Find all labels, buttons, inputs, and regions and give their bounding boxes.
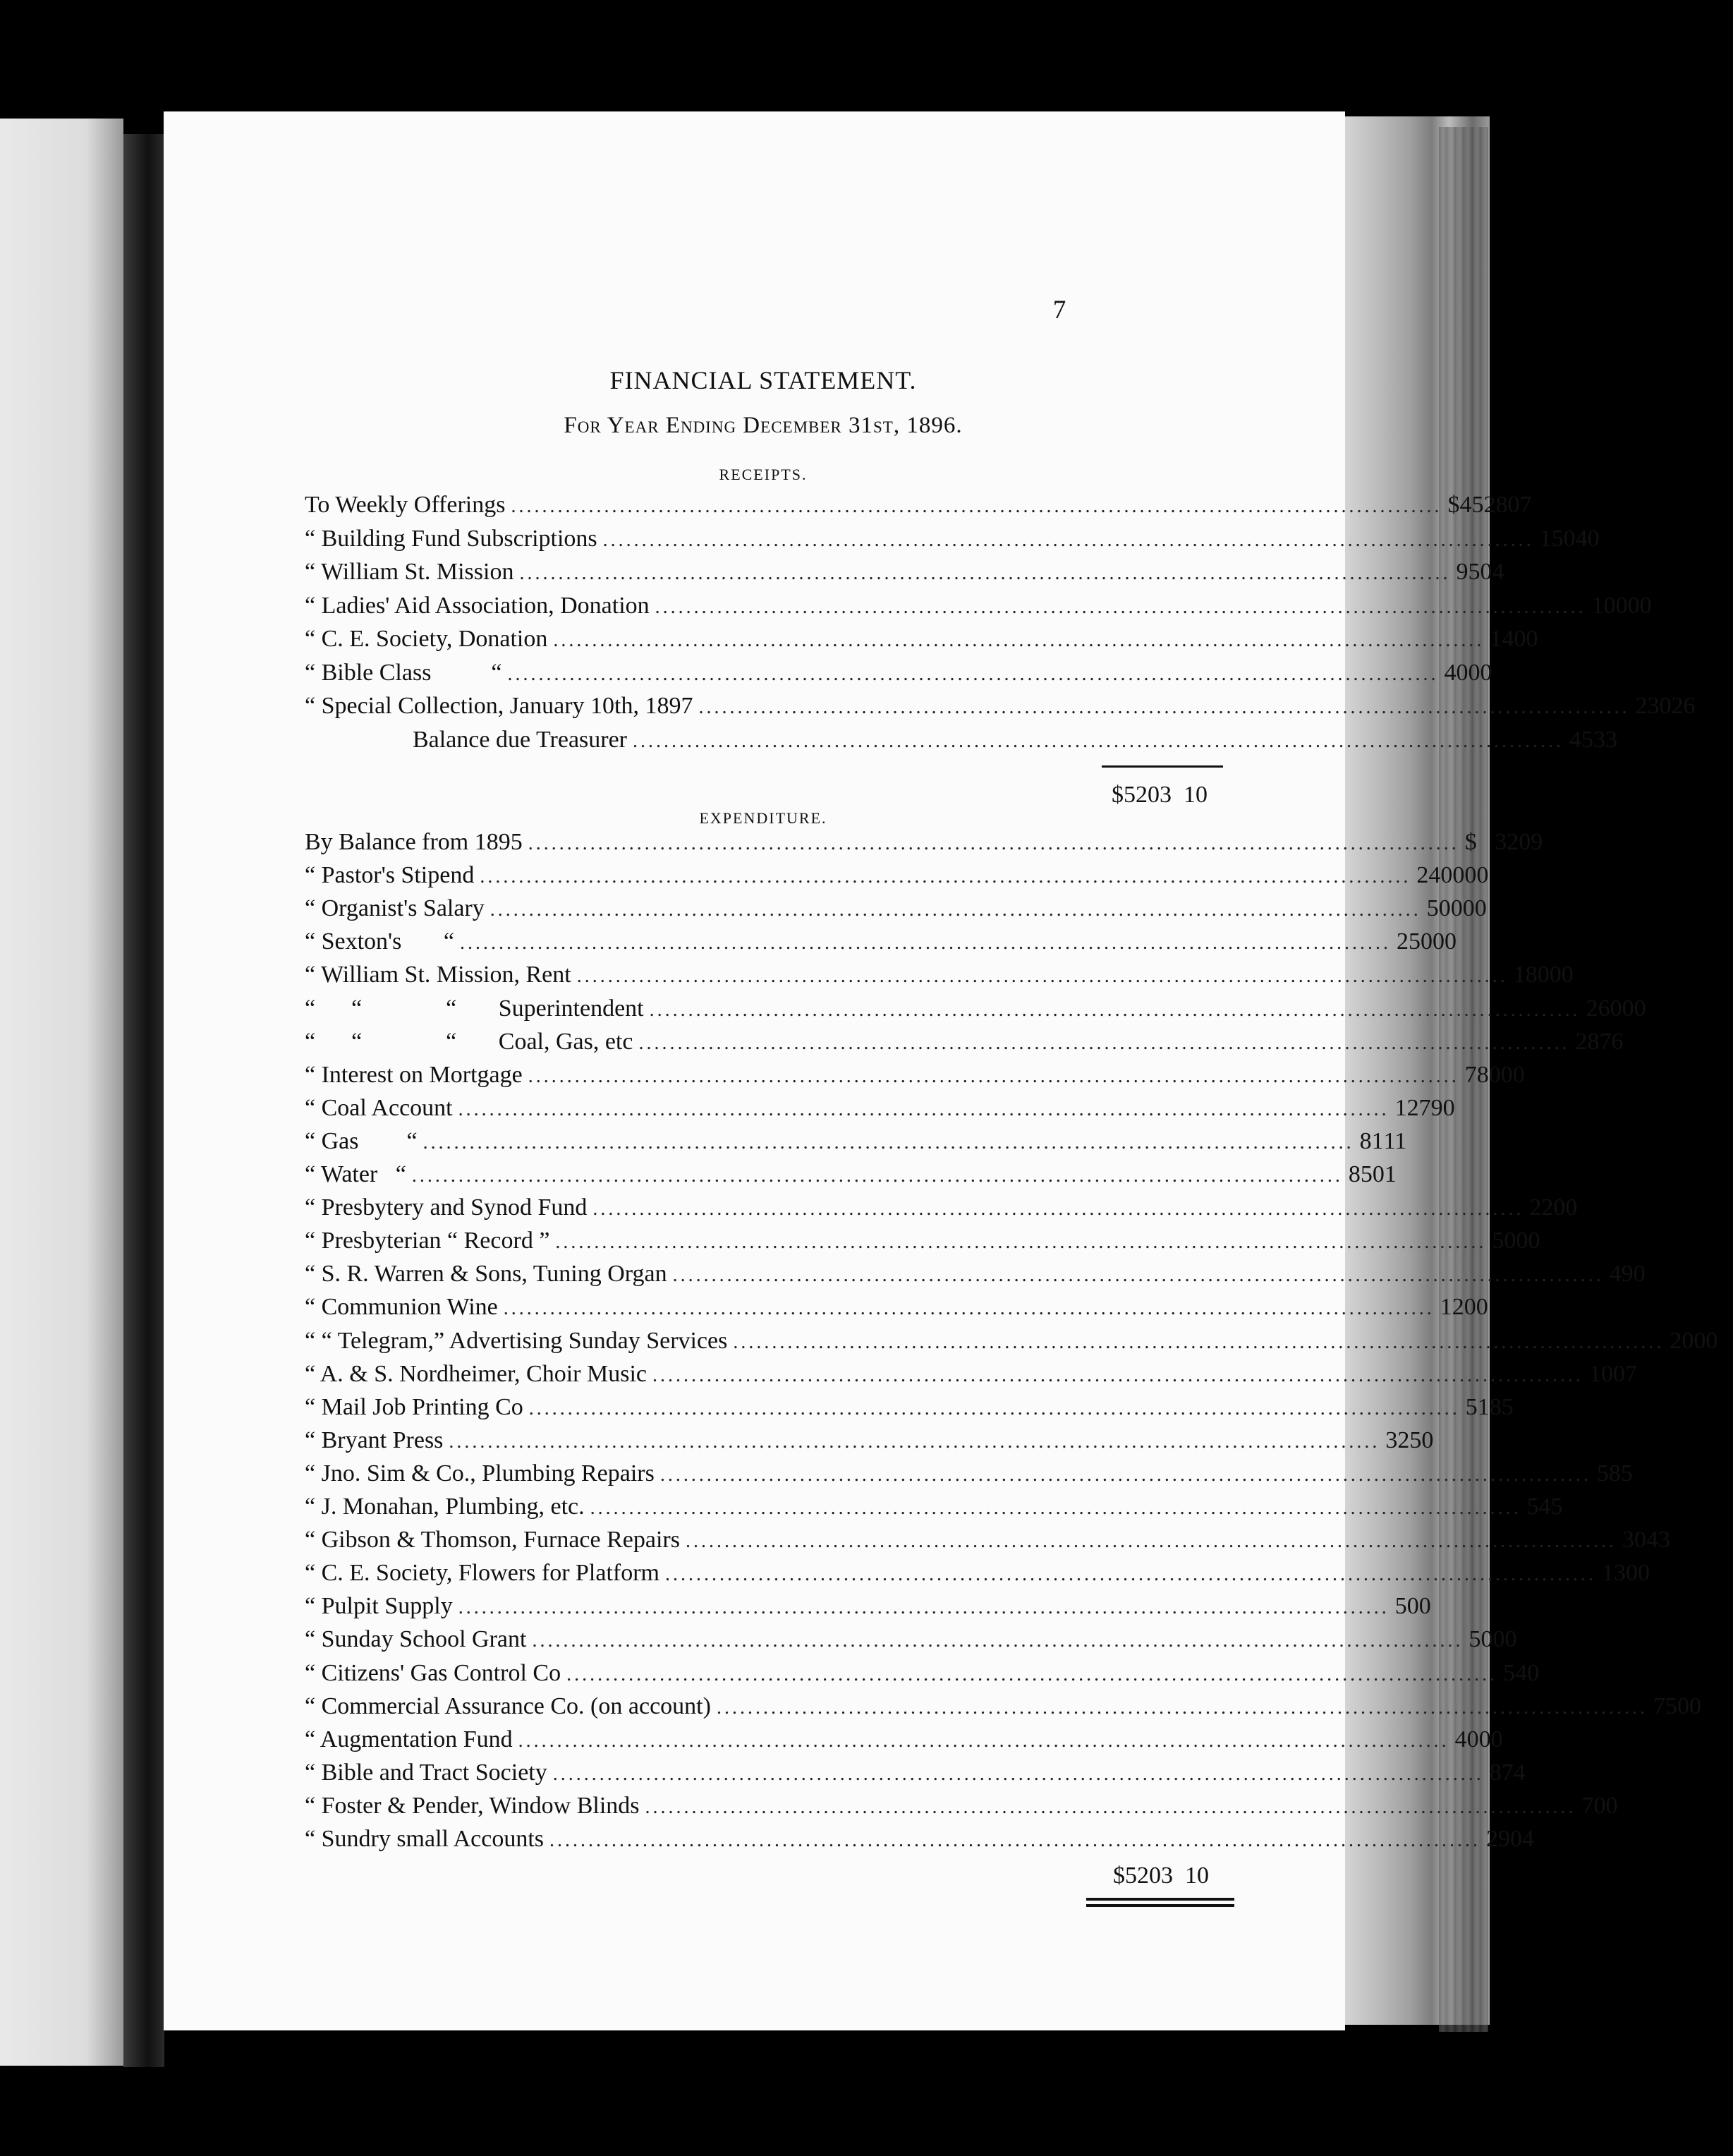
row-label: “ S. R. Warren & Sons, Tuning Organ	[305, 1261, 667, 1288]
row-dollars: 45	[1569, 726, 1594, 753]
receipts-heading: RECEIPTS.	[719, 466, 808, 483]
dot-leader: ........................................................................................................................	[449, 1430, 1380, 1453]
table-row	[305, 1460, 1633, 1493]
row-cents: 00	[1406, 1593, 1431, 1620]
row-dollars: 12	[1440, 1294, 1464, 1321]
row-label: “ William St. Mission	[305, 559, 514, 585]
expenditure-total-value: $5203 10	[1113, 1863, 1209, 1889]
table-row	[305, 1393, 1514, 1427]
row-label: “ Communion Wine	[305, 1294, 498, 1321]
table-row	[305, 1228, 1540, 1260]
dot-leader: ........................................................................................................................	[411, 1165, 1343, 1187]
dot-leader: ........................................................................................................................	[602, 528, 1534, 551]
row-cents: 00	[1622, 995, 1646, 1022]
row-label: “ Special Collection, January 10th, 1897	[305, 693, 693, 719]
row-dollars: 5	[1394, 1593, 1407, 1620]
page-number: 7	[1052, 296, 1066, 325]
row-cents: 45	[1538, 1494, 1563, 1520]
row-label: “ Citizens' Gas Control Co	[305, 1659, 561, 1686]
dot-leader: ........................................................................................................................	[553, 629, 1485, 651]
table-row	[305, 1726, 1503, 1759]
dot-leader: ........................................................................................................................	[645, 1795, 1576, 1818]
row-dollars: 8	[1489, 1759, 1502, 1786]
table-row	[305, 862, 1489, 895]
row-label: “ Gas “	[305, 1127, 418, 1154]
row-label: “ Bryant Press	[305, 1427, 444, 1453]
receipts-total-value: $5203 10	[1112, 782, 1208, 808]
row-cents: 00	[1593, 1792, 1618, 1819]
row-label: “ Mail Job Printing Co	[305, 1393, 523, 1420]
row-cents: 74	[1501, 1759, 1526, 1786]
row-label: “ Coal Account	[305, 1094, 453, 1121]
table-row	[305, 1061, 1525, 1094]
dot-leader: ........................................................................................................................	[716, 1696, 1648, 1719]
table-row	[305, 693, 1696, 725]
row-cents: 33	[1593, 726, 1618, 753]
row-label: By Balance from 1895	[305, 829, 523, 855]
dot-leader: ........................................................................................................................	[552, 1762, 1484, 1785]
row-cents: 04	[1480, 559, 1504, 585]
row-label: “ Bible and Tract Society	[305, 1759, 547, 1786]
row-cents: 00	[1677, 1692, 1701, 1719]
row-cents: 40	[1575, 525, 1600, 552]
row-cents: 00	[1462, 895, 1487, 922]
row-dollars: 180	[1513, 962, 1550, 988]
row-cents: 85	[1489, 1393, 1514, 1420]
row-dollars: 7	[1581, 1792, 1594, 1819]
row-cents: 00	[1516, 1228, 1540, 1254]
dot-leader: ........................................................................................................................	[633, 729, 1564, 752]
dot-leader: ........................................................................................................................	[592, 1198, 1524, 1221]
table-row	[305, 1494, 1563, 1526]
row-label: “ Foster & Pender, Window Blinds	[305, 1792, 640, 1819]
row-cents: 11	[1383, 1127, 1407, 1154]
table-row	[305, 1261, 1646, 1293]
table-row	[305, 1161, 1397, 1194]
receipts-sum-rule	[1102, 765, 1223, 768]
table-row	[305, 1028, 1624, 1061]
dot-leader: ........................................................................................................................	[460, 932, 1391, 955]
dot-leader: ........................................................................................................................	[590, 1497, 1521, 1519]
row-cents: 40	[1515, 1659, 1540, 1686]
row-dollars: 2400	[1416, 862, 1465, 889]
total-double-rule-bottom	[1086, 1904, 1234, 1907]
row-label: To Weekly Offerings	[305, 492, 506, 518]
title-text: FINANCIAL STATEMENT.	[609, 366, 917, 394]
row-dollars: 10	[1588, 1360, 1613, 1387]
row-label: “ “ “ Coal, Gas, etc	[305, 1028, 633, 1055]
table-row	[305, 1826, 1535, 1858]
table-row	[305, 1759, 1526, 1792]
dot-leader: ........................................................................................................................	[422, 1131, 1354, 1153]
dot-leader: ........................................................................................................................	[528, 832, 1459, 854]
row-dollars: 5	[1596, 1460, 1609, 1486]
row-cents: 00	[1553, 1194, 1578, 1221]
row-dollars: 95	[1456, 559, 1480, 585]
total-double-rule-top	[1086, 1898, 1234, 1901]
table-row	[305, 1692, 1701, 1726]
row-dollars: 50	[1469, 1626, 1493, 1653]
row-label: “ “ Telegram,” Advertising Sunday Services	[305, 1327, 728, 1354]
row-label: “ William St. Mission, Rent	[305, 962, 571, 988]
table-row	[305, 1527, 1670, 1559]
row-cents: 01	[1372, 1161, 1397, 1187]
dot-leader: ........................................................................................................................	[480, 866, 1411, 888]
row-label: “ Sunday School Grant	[305, 1626, 527, 1653]
row-dollars: 500	[1426, 895, 1463, 922]
table-row	[305, 559, 1504, 591]
table-row	[305, 1094, 1455, 1127]
table-row	[305, 1593, 1431, 1625]
row-label: Balance due Treasurer	[305, 726, 628, 753]
row-cents: 04	[1510, 1826, 1535, 1852]
left-page-edge	[0, 119, 123, 2066]
row-label: “ Pulpit Supply	[305, 1593, 453, 1620]
receipts-total	[305, 782, 1222, 808]
dot-leader: ........................................................................................................................	[659, 1463, 1591, 1486]
row-dollars: 81	[1359, 1127, 1384, 1154]
row-cents: 26	[1671, 693, 1696, 719]
row-label: “ Organist's Salary	[305, 895, 485, 922]
row-dollars: 22	[1529, 1194, 1554, 1221]
table-row	[305, 1659, 1540, 1692]
row-cents: 00	[1478, 1726, 1503, 1752]
row-cents: 00	[1549, 962, 1574, 988]
row-dollars: 230	[1635, 693, 1672, 719]
row-dollars: 5	[1503, 1659, 1516, 1686]
table-row	[305, 592, 1652, 625]
row-label: “ C. E. Society, Donation	[305, 626, 548, 652]
row-dollars: 30	[1622, 1527, 1646, 1554]
row-cents: 00	[1433, 928, 1457, 955]
table-row	[305, 995, 1646, 1028]
row-cents: 85	[1608, 1460, 1633, 1486]
row-dollars: 100	[1591, 592, 1628, 619]
row-cents: 09	[1519, 829, 1543, 855]
dot-leader: ........................................................................................................................	[685, 1530, 1617, 1553]
expenditure-total	[305, 1863, 1222, 1889]
table-row	[305, 1626, 1517, 1659]
dot-leader: ........................................................................................................................	[672, 1264, 1604, 1287]
row-dollars: 127	[1394, 1094, 1431, 1121]
row-cents: 00	[1514, 626, 1538, 652]
row-label: “ Water “	[305, 1161, 406, 1187]
row-cents: 07	[1612, 1360, 1637, 1387]
dot-leader: ........................................................................................................................	[638, 1031, 1570, 1054]
dot-leader: ........................................................................................................................	[698, 696, 1630, 718]
row-cents: 90	[1621, 1261, 1646, 1288]
table-row	[305, 1127, 1407, 1161]
dot-leader: ........................................................................................................................	[652, 1364, 1583, 1386]
row-label: “ “ “ Superintendent	[305, 995, 644, 1022]
dot-leader: ........................................................................................................................	[655, 595, 1586, 618]
row-cents: 00	[1694, 1327, 1718, 1354]
dot-leader: ........................................................................................................................	[528, 1397, 1460, 1419]
row-dollars: 28	[1575, 1028, 1600, 1055]
dot-leader: ........................................................................................................................	[528, 1065, 1459, 1087]
dot-leader: ........................................................................................................................	[532, 1630, 1464, 1652]
row-label: “ A. & S. Nordheimer, Choir Music	[305, 1360, 647, 1387]
row-cents: 00	[1626, 1560, 1650, 1587]
row-dollars: 29	[1486, 1826, 1511, 1852]
row-label: “ Sexton's “	[305, 928, 454, 955]
row-dollars: 40	[1454, 1726, 1479, 1752]
row-dollars: 250	[1397, 928, 1433, 955]
row-dollars: 13	[1602, 1560, 1626, 1587]
table-row	[305, 829, 1543, 861]
table-row	[305, 626, 1538, 658]
row-label: “ Bible Class “	[305, 659, 502, 686]
dot-leader: ........................................................................................................................	[490, 899, 1421, 921]
row-dollars: 51	[1465, 1393, 1490, 1420]
row-dollars: 150	[1539, 525, 1576, 552]
row-label: “ Gibson & Thomson, Furnace Repairs	[305, 1527, 680, 1554]
dot-leader: ........................................................................................................................	[458, 1098, 1390, 1120]
row-cents: 90	[1430, 1094, 1455, 1121]
row-label: “ Presbytery and Synod Fund	[305, 1194, 588, 1221]
row-dollars: 4	[1609, 1261, 1622, 1288]
row-dollars: 50	[1492, 1228, 1516, 1254]
table-row	[305, 1560, 1650, 1592]
row-dollars: 20	[1670, 1327, 1694, 1354]
page-subtitle: For Year Ending December 31st, 1896.	[564, 413, 963, 438]
row-dollars: 780	[1464, 1061, 1501, 1088]
book-gutter	[123, 134, 164, 2067]
row-label: “ Interest on Mortgage	[305, 1061, 523, 1088]
dot-leader: ........................................................................................................................	[511, 495, 1442, 517]
row-dollars: 85	[1348, 1161, 1373, 1187]
row-label: “ Pastor's Stipend	[305, 862, 475, 889]
row-label: “ Augmentation Fund	[305, 1726, 513, 1752]
dot-leader: ........................................................................................................................	[507, 662, 1439, 685]
row-dollars: 14	[1490, 626, 1514, 652]
row-label: “ Ladies' Aid Association, Donation	[305, 592, 650, 619]
table-row	[305, 726, 1618, 759]
row-cents: 00	[1464, 862, 1489, 889]
row-label: “ C. E. Society, Flowers for Platform	[305, 1560, 659, 1587]
row-cents: 07	[1507, 492, 1532, 518]
table-row	[305, 1360, 1637, 1393]
row-label: “ J. Monahan, Plumbing, etc.	[305, 1494, 585, 1520]
dot-leader: ........................................................................................................................	[503, 1297, 1435, 1320]
table-row	[305, 1792, 1618, 1825]
row-dollars: 260	[1586, 995, 1622, 1022]
table-row	[305, 928, 1457, 961]
dot-leader: ........................................................................................................................	[555, 1231, 1487, 1254]
table-row	[305, 659, 1492, 692]
expenditure-heading: EXPENDITURE.	[699, 809, 827, 827]
row-label: “ Commercial Assurance Co. (on account)	[305, 1692, 711, 1719]
table-row	[305, 1427, 1434, 1460]
table-row	[305, 525, 1600, 558]
row-dollars: 32	[1385, 1427, 1410, 1453]
dot-leader: ........................................................................................................................	[519, 562, 1451, 584]
dot-leader: ........................................................................................................................	[576, 965, 1508, 988]
row-dollars: 40	[1444, 659, 1469, 686]
table-row	[305, 1194, 1578, 1227]
row-cents: 43	[1646, 1527, 1670, 1554]
page-title	[305, 365, 1222, 395]
dot-leader: ........................................................................................................................	[733, 1331, 1665, 1353]
row-cents: 76	[1599, 1028, 1624, 1055]
row-dollars: $4528	[1447, 492, 1508, 518]
row-cents: 00	[1492, 1626, 1517, 1653]
row-dollars: 5	[1526, 1494, 1539, 1520]
row-dollars: $ 32	[1464, 829, 1519, 855]
table-row	[305, 895, 1487, 928]
dot-leader: ........................................................................................................................	[549, 1829, 1481, 1851]
row-cents: 00	[1627, 592, 1652, 619]
table-row	[305, 1327, 1718, 1360]
dot-leader: ........................................................................................................................	[566, 1663, 1498, 1685]
table-row	[305, 492, 1532, 524]
row-label: “ Jno. Sim & Co., Plumbing Repairs	[305, 1460, 655, 1486]
row-label: “ Presbyterian “ Record ”	[305, 1228, 550, 1254]
row-label: “ Building Fund Subscriptions	[305, 525, 597, 552]
row-cents: 00	[1468, 659, 1492, 686]
dot-leader: ........................................................................................................................	[649, 998, 1581, 1021]
row-cents: 50	[1409, 1427, 1434, 1453]
row-cents: 00	[1500, 1061, 1525, 1088]
row-cents: 00	[1464, 1294, 1488, 1321]
dot-leader: ........................................................................................................................	[458, 1597, 1390, 1619]
table-row	[305, 1294, 1488, 1326]
row-label: “ Sundry small Accounts	[305, 1826, 545, 1852]
row-dollars: 75	[1653, 1692, 1677, 1719]
table-row	[305, 962, 1574, 994]
dot-leader: ........................................................................................................................	[665, 1563, 1596, 1586]
dot-leader: ........................................................................................................................	[518, 1729, 1449, 1752]
